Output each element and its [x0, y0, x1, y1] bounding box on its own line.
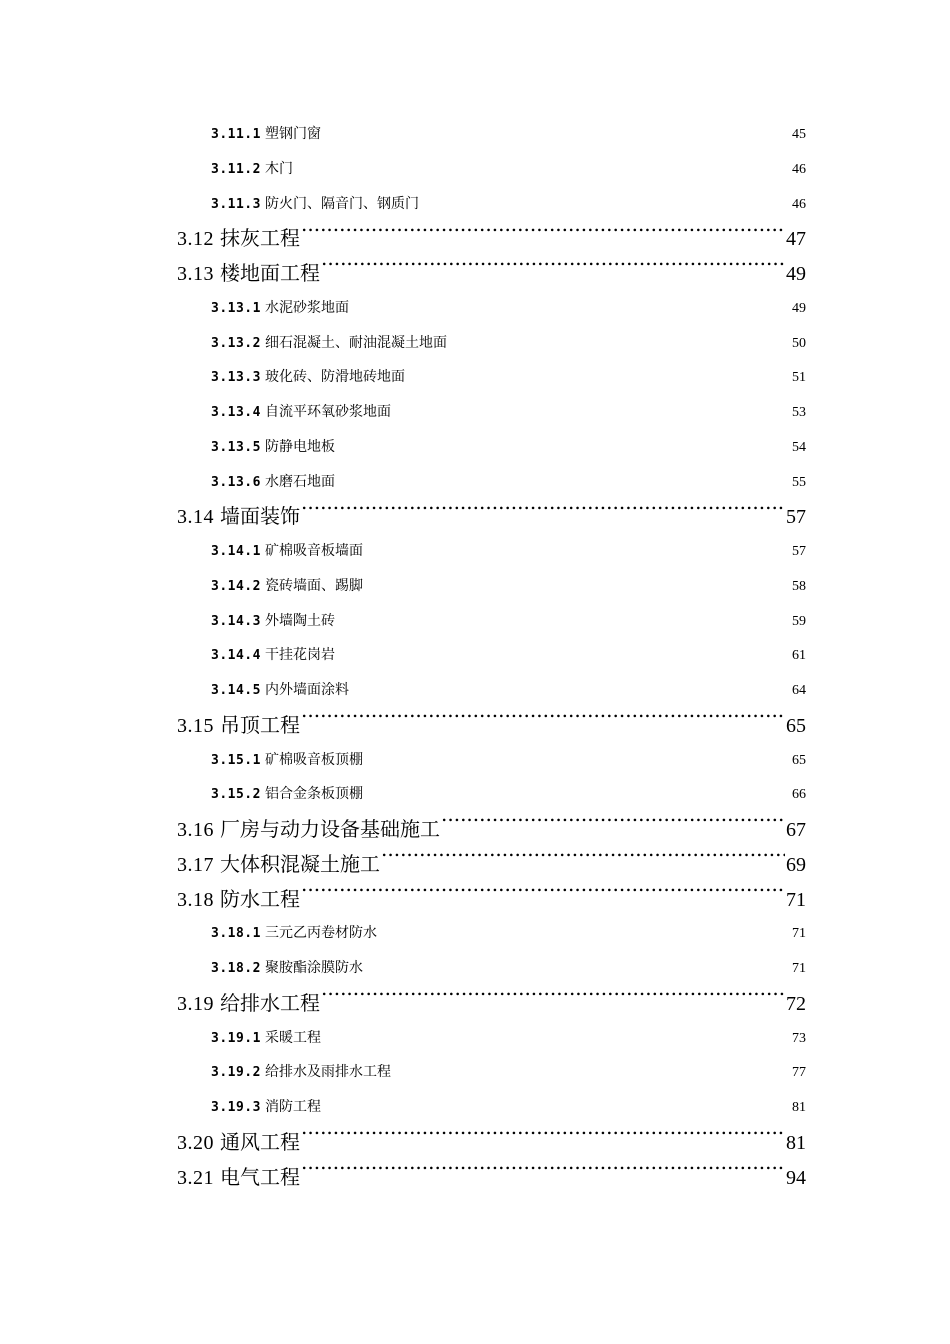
toc-entry-title: 电气工程: [220, 1164, 300, 1189]
toc-entry-number: 3.19.3: [211, 1100, 261, 1115]
toc-entry-number: 3.14.4: [211, 648, 261, 664]
toc-leader-dots: [392, 402, 791, 416]
toc-leader-dots: [364, 750, 791, 764]
toc-leader-dots: [322, 124, 791, 138]
toc-entry-title: 防火门、隔音门、钢质门: [264, 195, 419, 212]
toc-entry-title: 铝合金条板顶棚: [264, 786, 363, 803]
toc-leader-dots: [406, 367, 791, 381]
toc-entry[interactable]: [0, 708, 806, 743]
toc-entry-number: 3.13: [177, 263, 214, 285]
toc-entry-title: 吊顶工程: [220, 712, 300, 737]
toc-entry-number: 3.13.5: [211, 439, 261, 455]
toc-entry[interactable]: [0, 1055, 806, 1090]
toc-leader-dots: [364, 541, 791, 555]
toc-entry-number: 3.13.1: [211, 300, 261, 316]
toc-entry[interactable]: [0, 499, 806, 534]
toc-entry-number: 3.13.2: [211, 335, 261, 351]
toc-entry-title: 自流平环氧砂浆地面: [264, 404, 391, 420]
toc-entry-title: 矿棉吸音板墙面: [264, 543, 363, 559]
toc-entry-page-number: 71: [792, 926, 806, 942]
toc-entry-title: 消防工程: [264, 1099, 321, 1115]
toc-entry-page-number: 65: [786, 714, 806, 737]
toc-entry-number: 3.19.2: [211, 1065, 261, 1081]
toc-entry[interactable]: [0, 604, 806, 639]
toc-entry[interactable]: [0, 986, 806, 1021]
toc-entry-page-number: 59: [792, 613, 806, 629]
toc-entry-page-number: 51: [792, 370, 806, 386]
toc-entry-page-number: 57: [792, 544, 806, 559]
toc-entry-page-number: 58: [792, 578, 806, 594]
toc-entry-number: 3.20: [177, 1131, 214, 1154]
toc-leader-dots: [364, 958, 791, 972]
toc-entry[interactable]: [0, 777, 806, 812]
toc-leader-dots: [301, 503, 785, 523]
toc-entry-number: 3.18.2: [211, 961, 261, 976]
toc-entry[interactable]: [0, 117, 806, 152]
toc-leader-dots: [420, 194, 791, 208]
toc-entry-title: 给排水及雨排水工程: [264, 1064, 391, 1081]
toc-leader-dots: [301, 1129, 785, 1149]
toc-leader-dots: [321, 260, 785, 280]
toc-entry[interactable]: [0, 1090, 806, 1125]
toc-entry-page-number: 65: [792, 752, 806, 768]
toc-entry-number: 3.16: [177, 819, 214, 841]
toc-entry-title: 抹灰工程: [220, 226, 300, 251]
toc-entry-title: 采暖工程: [264, 1029, 321, 1046]
toc-leader-dots: [301, 886, 785, 906]
toc-entry-title: 木门: [264, 160, 293, 177]
toc-entry-page-number: 66: [792, 787, 806, 803]
toc-leader-dots: [448, 333, 791, 347]
toc-entry[interactable]: [0, 1125, 806, 1160]
toc-leader-dots: [364, 576, 791, 590]
toc-leader-dots: [301, 225, 785, 245]
toc-leader-dots: [336, 645, 791, 659]
toc-entry[interactable]: [0, 395, 806, 430]
toc-entry-number: 3.13.4: [211, 405, 261, 420]
toc-leader-dots: [350, 680, 791, 694]
toc-entry-title: 大体积混凝土施工: [220, 851, 380, 876]
toc-leader-dots: [381, 851, 785, 871]
toc-entry-number: 3.21: [177, 1166, 214, 1189]
toc-entry-number: 3.13.3: [211, 370, 261, 386]
toc-entry-number: 3.11.1: [211, 127, 261, 142]
toc-entry[interactable]: [0, 812, 806, 847]
toc-entry-title: 楼地面工程: [220, 261, 320, 285]
toc-entry-page-number: 53: [792, 405, 806, 420]
toc-leader-dots: [336, 611, 791, 625]
toc-entry-title: 矿棉吸音板顶棚: [264, 751, 363, 768]
toc-leader-dots: [441, 816, 785, 836]
toc-leader-dots: [294, 159, 791, 173]
toc-entry-title: 水磨石地面: [264, 473, 335, 490]
toc-entry-title: 瓷砖墙面、踢脚: [264, 577, 363, 594]
toc-entry-number: 3.15: [177, 714, 214, 737]
toc-entry-page-number: 73: [792, 1030, 806, 1046]
toc-entry-page-number: 50: [792, 335, 806, 351]
toc-entry-page-number: 46: [792, 161, 806, 177]
toc-entry[interactable]: [0, 1160, 806, 1195]
toc-entry-title: 防水工程: [220, 886, 300, 911]
toc-entry[interactable]: [0, 221, 806, 256]
toc-entry[interactable]: [0, 291, 806, 326]
toc-entry-page-number: 47: [786, 228, 806, 251]
toc-entry-number: 3.19: [177, 992, 214, 1015]
toc-entry-title: 三元乙丙卷材防水: [264, 925, 377, 942]
toc-entry[interactable]: [0, 465, 806, 500]
toc-entry[interactable]: [0, 326, 806, 361]
toc-entry-page-number: 46: [792, 196, 806, 212]
toc-leader-dots: [336, 437, 791, 451]
toc-entry[interactable]: [0, 638, 806, 673]
toc-entry-number: 3.19.1: [211, 1030, 261, 1046]
toc-entry-title: 防静电地板: [264, 438, 335, 455]
toc-entry-title: 塑钢门窗: [264, 126, 321, 142]
toc-entry[interactable]: [0, 673, 806, 708]
toc-entry-page-number: 64: [792, 683, 806, 698]
toc-entry-title: 外墙陶土砖: [264, 612, 335, 629]
toc-entry[interactable]: [0, 430, 806, 465]
toc-entry-number: 3.13.6: [211, 474, 261, 490]
toc-leader-dots: [392, 1062, 791, 1076]
toc-leader-dots: [336, 472, 791, 486]
toc-entry-page-number: 49: [786, 263, 806, 285]
toc-entry-number: 3.14: [177, 506, 214, 529]
toc-leader-dots: [364, 784, 791, 798]
toc-entry[interactable]: [0, 187, 806, 222]
table-of-contents: [0, 117, 950, 1194]
toc-entry-page-number: 61: [792, 648, 806, 664]
toc-entry-number: 3.12: [177, 228, 214, 251]
toc-entry-page-number: 69: [786, 853, 806, 876]
toc-entry[interactable]: [0, 256, 806, 291]
toc-leader-dots: [301, 712, 785, 732]
toc-entry-page-number: 71: [792, 961, 806, 976]
toc-leader-dots: [321, 990, 785, 1010]
toc-entry-number: 3.11.2: [211, 161, 261, 177]
toc-entry-number: 3.14.2: [211, 578, 261, 594]
toc-entry-title: 通风工程: [220, 1129, 300, 1154]
toc-entry-page-number: 71: [786, 888, 806, 911]
toc-leader-dots: [350, 298, 791, 312]
toc-entry-title: 墙面装饰: [220, 504, 300, 529]
toc-entry-title: 玻化砖、防滑地砖地面: [264, 369, 405, 386]
toc-entry-number: 3.14.1: [211, 544, 261, 559]
toc-entry-page-number: 55: [792, 474, 806, 490]
toc-entry-number: 3.14.5: [211, 683, 261, 698]
toc-entry-number: 3.17: [177, 853, 214, 876]
toc-entry-title: 聚胺酯涂膜防水: [264, 960, 363, 976]
toc-entry-number: 3.15.2: [211, 787, 261, 803]
toc-entry-page-number: 77: [792, 1065, 806, 1081]
toc-entry[interactable]: [0, 360, 806, 395]
toc-entry-title: 干挂花岗岩: [264, 647, 335, 664]
toc-entry-number: 3.18: [177, 888, 214, 911]
toc-entry-title: 内外墙面涂料: [264, 682, 349, 698]
toc-entry-number: 3.14.3: [211, 613, 261, 629]
toc-entry[interactable]: [0, 1021, 806, 1056]
toc-entry-page-number: 72: [786, 992, 806, 1015]
toc-leader-dots: [378, 923, 791, 937]
toc-entry-page-number: 57: [786, 506, 806, 529]
toc-leader-dots: [322, 1097, 791, 1111]
toc-entry-number: 3.11.3: [211, 196, 261, 212]
toc-leader-dots: [301, 1164, 785, 1184]
toc-entry-title: 给排水工程: [220, 990, 320, 1015]
toc-entry-title: 细石混凝土、耐油混凝土地面: [264, 334, 447, 351]
toc-entry-number: 3.15.1: [211, 752, 261, 768]
toc-entry-number: 3.18.1: [211, 926, 261, 942]
toc-entry-page-number: 67: [786, 819, 806, 841]
toc-entry[interactable]: [0, 152, 806, 187]
toc-entry-title: 水泥砂浆地面: [264, 299, 349, 316]
toc-entry-title: 厂房与动力设备基础施工: [220, 817, 440, 841]
toc-entry[interactable]: [0, 916, 806, 951]
toc-entry[interactable]: [0, 743, 806, 778]
toc-entry-page-number: 81: [792, 1100, 806, 1115]
toc-leader-dots: [322, 1028, 791, 1042]
toc-entry-page-number: 54: [792, 439, 806, 455]
toc-entry-page-number: 45: [792, 127, 806, 142]
toc-entry[interactable]: [0, 569, 806, 604]
toc-entry[interactable]: [0, 951, 806, 986]
toc-entry-page-number: 94: [786, 1166, 806, 1189]
toc-entry[interactable]: [0, 882, 806, 917]
toc-entry-page-number: 49: [792, 300, 806, 316]
toc-entry[interactable]: [0, 847, 806, 882]
toc-entry-page-number: 81: [786, 1131, 806, 1154]
toc-entry[interactable]: [0, 534, 806, 569]
